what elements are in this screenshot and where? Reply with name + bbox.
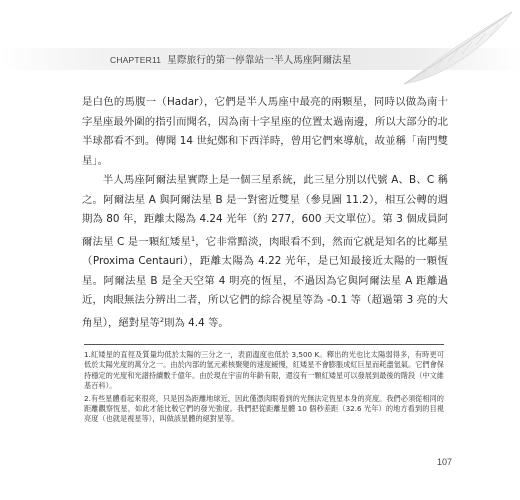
chapter-title-text: 星際旅行的第一停靠站一半人馬座阿爾法星 — [167, 55, 352, 66]
footnotes — [84, 350, 444, 427]
feather-decoration-icon — [400, 8, 518, 88]
paragraph-1: 是白色的馬腹一（Hadar），它們是半人馬座中最亮的兩顆星，同時以做為南十字星座最外圍的指引而聞名，因為南十字星座的位置太過南邊，所以大部分的北半球都看不到。傳聞 14 世紀鄭和下西洋時，曾用它們來導航，故並稱「南門雙星」。 — [82, 96, 448, 167]
footnote-divider — [84, 344, 444, 345]
page-number: 107 — [437, 457, 453, 467]
chapter-title — [110, 51, 440, 69]
paragraph-2-part-a: 半人馬座阿爾法星實際上是一個三星系統，此三星分別以代號 A、B、C 稱之。阿爾法星 A 與阿爾法星 B 是一對密近雙星（參見圖 11.2），相互公轉的週期為 80 年，距離太陽為 4.24 光年（約 277，600 天文單位）。第 3 個成員阿爾法星 C 是一顆紅矮星 — [82, 174, 448, 248]
footnote-ref-1: 1 — [190, 234, 196, 243]
paragraph-2-part-b: ，它非常黯淡，肉眼看不到，然而它就是知名的比鄰星（Proxima Centauri），距離太陽為 4.22 光年，是已知最接近太陽的一顆恆星。阿爾法星 B 是全天空第 4 明亮的恆星，不過因為它與阿爾法星 A 距離過近，肉眼無法分辨出二者，所以它們的綜合視星等為 -0.1 等（超過第 3 亮的大角星），絕對星等 — [82, 235, 448, 329]
running-header — [0, 0, 520, 90]
footnote-2: 2.有些星體看起來很亮，只是因為距離地球近，因此僅憑肉眼看到的光無法定恆星本身的亮度。我們必須從相同的距離觀察恆星，如此才能比較它們的發光強度。我們把從距離星體 10 個秒差距（32.6 光年）的地方看到的目視亮度（也就是視星等），叫做該星體的絕對星等。 — [84, 393, 444, 424]
footnote-1: 1.紅矮星的直徑及質量均低於太陽的三分之一，表面溫度也低於 3,500 K。釋出的光也比太陽弱得多，有時更可低於太陽光度的萬分之一。由於內部的氫元素核聚變的速度緩慢，紅矮星不會膨脹成紅巨星而耗盡氫氣。它們會保持穩定的光度和光譜持續數千億年。由於現在宇宙的年齡有限，還沒有一顆紅矮星可以發展到最後的階段（中文維基百科）。 — [84, 350, 444, 391]
footnote-ref-2: 2 — [159, 315, 165, 324]
paragraph-2 — [82, 171, 448, 333]
chapter-number: CHAPTER11 — [110, 55, 162, 65]
paragraph-2-part-c: 則為 4.4 等。 — [164, 316, 229, 329]
body-text — [82, 93, 448, 333]
